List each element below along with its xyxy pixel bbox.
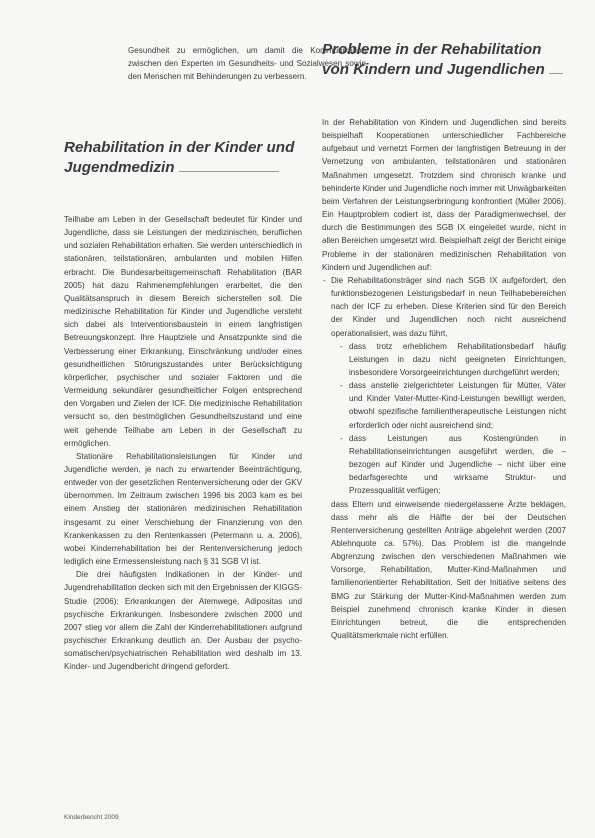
left-paragraph-3: Die drei häufigsten Indikationen in der Kinder- und Jugendrehabilitation decken sich mit den Ergebnissen der KIGGS-Studie (2006): Erkrankungen der Atemwege, Adipositas und psychische Erkrankungen. Insbesondere zwischen 2000 und 2007 stieg vor allem die Zahl der Kinderrehabilitationen aufgrund psychischer Erkrankung deutlich an. Der Ausbau der psycho-somatischen/psychiatrischen Rehabilitation wird deshalb im 13. Kinder- und Jugendbericht dringend gefordert.: [64, 570, 302, 672]
right-body: [322, 116, 566, 642]
page-footer: Kinderbericht 2009: [64, 814, 119, 821]
left-body: [64, 213, 302, 673]
left-paragraph-1: Teilhabe am Leben in der Gesellschaft bedeutet für Kinder und Jugendliche, dass sie Leistungen der medizinischen, beruflichen und sozialen Rehabilitation erhalten. Sie werden unterschiedlich in stationären, teilstationären, ambulanten und mobilen Hilfen erbracht. Die Bundesarbeitsgemeinschaft Rehabilitation (BAR 2005) hat dazu Rahmenempfehlungen erarbeitet, die den Qualitätsanspruch in diesem Bereich sicherstellen soll. Die medizinische Rehabilitation für Kinder und Jugendliche versteht sich dabei als Interventionsbaustein in einem langfristigen Betreuungskonzept. Ihre Hauptziele und Ansatzpunkte sind die Verbesserung einer Erkrankung, Einschränkung und/oder eines gesundheitlichen Störungszustandes unter Berücksichtigung körperlicher, psychischer und sozialer Faktoren und die Vermeidung sekundärer gesundheitlicher Folgen entsprechend den Vorgaben und Zielen der ICF. Die medizinische Rehabilitation versucht so, den bestmöglichen Gesundheitszustand und eine weit gehende Teilhabe am Leben in der Gesellschaft zu ermöglichen.: [64, 215, 303, 448]
heading-right: [322, 40, 572, 79]
heading-right-text: Probleme in der Rehabilitation von Kindern und Jugendlichen: [322, 41, 545, 78]
list-item: [322, 274, 566, 498]
intro-paragraph: Gesundheit zu ermöglichen, um damit die Kommunikation zwischen den Experten im Gesundheits- und Sozialwesen sowie den Menschen mit Behinderungen zu verbessern.: [128, 46, 366, 82]
sub-list-item: - dass Leistungen aus Kostengründen in Rehabilitationseinrichtungen ausgeführt werden, die – bezogen auf Kinder und Jugendliche – nicht über eine bedarfsgerechte und wirksame Struktur- und Prozessqualität verfügen;: [340, 432, 566, 498]
sub-list-item: - dass trotz erheblichem Rehabilitationsbedarf häufig Leistungen in dazu nicht geeigneten Einrichtungen, insbesondere Vorsorgeeinrichtungen durchgeführt werden;: [340, 340, 566, 379]
heading-left-text: Rehabilitation in der Kinder und Jugendmedizin: [64, 139, 295, 176]
sub-list-item: - dass anstelle zielgerichteter Leistungen für Mütter, Väter und Kinder Vater-Mutter-Kind-Leistungen bewilligt werden, obwohl spezifische familientherapeutische Leistungen nicht erforderlich oder nicht ausreichend sind;: [340, 379, 566, 432]
right-tail: dass Eltern und einweisende niedergelassene Ärzte beklagen, dass mehr als die Hälfte der bei der Deutschen Rentenversicherung gestellten Anträge abgelehnt werden (2007 Ablehnquote ca. 57%). Das Problem ist die mangelnde Abgrenzung zwischen den verschiedenen Maßnahmen wie Vorsorge, Rehabilitation, Mutter-Kind-Maßnahmen und familienorientierter Rehabilitation. Seit der Initiative seitens des BMG zur Stärkung der Mutter-Kind-Maßnahmen werden zum Beispiel zunehmend chronisch kranke Kinder in diesen Einrichtungen betreut, die die entsprechenden Qualitätsmerkmale nicht erfüllen.: [331, 499, 566, 641]
problem-list: [322, 274, 566, 498]
heading-rule: [549, 73, 563, 74]
heading-rule: [179, 171, 279, 172]
right-intro: In der Rehabilitation von Kindern und Jugendlichen sind bereits beispielhaft Kooperationen unterschiedlicher Fachbereiche aufgebaut und vernetzt Formen der langfristigen Betreuung in der Vernetzung von ambulanten, teilstationären und stationären Maßnahmen umgesetzt. Trotzdem sind chronisch kranke und behinderte Kinder und Jugendliche noch immer mit Unwägbarkeiten beim Verfahren der Leistungserbringung konfrontiert (Müller 2006). Ein Hauptproblem codiert ist, dass der Paradigmenwechsel, der durch die Bestimmungen des SGB IX eingeleitet wurde, nicht in allen Bereichen umgesetzt wird. Beispielhaft zeigt der Bericht einige Probleme in der stationären medizinischen Rehabilitation von Kindern und Jugendlichen auf:: [322, 118, 566, 272]
sub-list: [331, 340, 566, 498]
left-paragraph-2: Stationäre Rehabilitationsleistungen für Kinder und Jugendliche werden, je nach zu erwartender Beeinträchtigung, entweder von der gesetzlichen Rentenversicherung oder der GKV übernommen. Im Zeitraum zwischen 1996 bis 2003 kam es bei einem Anstieg der stationären medizinischen Rehabilitation insgesamt zu einer Verschiebung der Finanzierung von den Krankenkassen zu den Rentenkassen (Petermann u. a. 2006), wobei Kinderrehabilitation bei der Rentenversicherung jedoch lediglich eine Ermessensleistung nach § 31 SGB VI ist.: [64, 451, 302, 567]
heading-left: [64, 138, 302, 177]
list-item-lead: Die Rehabilitationsträger sind nach SGB IX aufgefordert, den funktionsbezogenen Leistungsbedarf in neun Teilhabebereichen nach der ICF zu erheben. Diese Kriterien sind für den Bereich der Kinder und Jugendlichen noch nicht ausreichend operationalisiert, was dazu führt,: [331, 275, 566, 338]
